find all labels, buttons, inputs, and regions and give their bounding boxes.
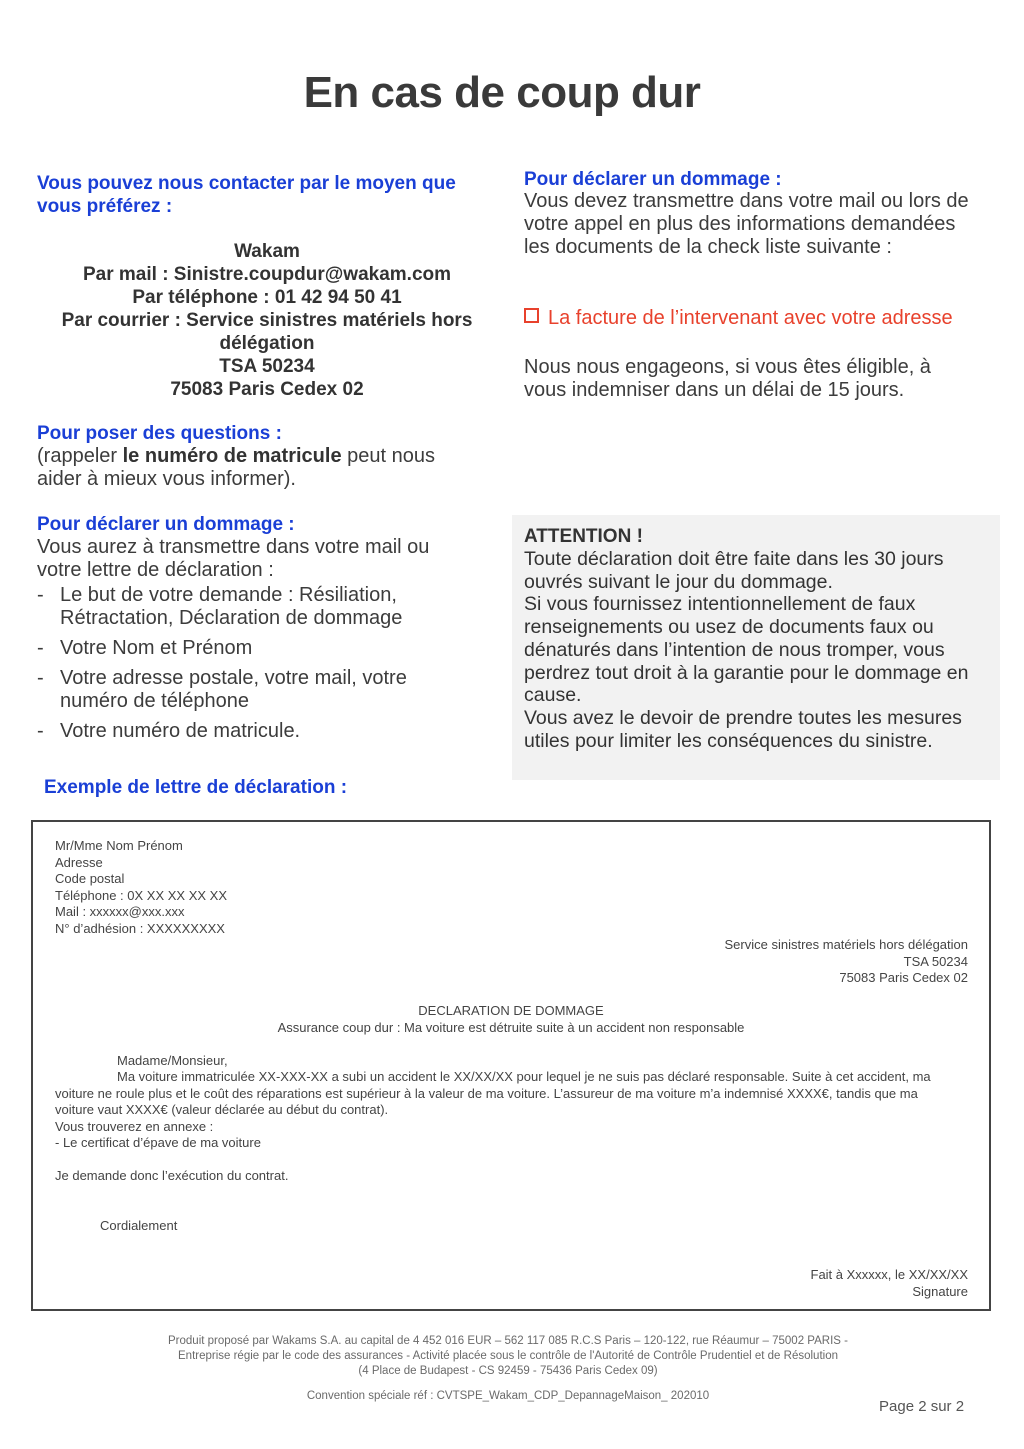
sender-membership: N° d’adhésion : XXXXXXXXX — [55, 920, 225, 936]
list-item — [37, 720, 477, 743]
letter-recipient — [500, 937, 968, 987]
subject-detail: Assurance coup dur : Ma voiture est détruite suite à un accident non responsable — [277, 1019, 745, 1035]
questions-pre: (rappeler — [37, 445, 123, 467]
questions-bold: le numéro de matricule — [122, 445, 342, 467]
declare-list — [37, 584, 477, 750]
sender-name: Mr/Mme Nom Prénom — [55, 838, 183, 853]
contact-phone: Par téléphone : 01 42 94 50 41 — [132, 287, 402, 308]
letter-subject — [31, 1003, 991, 1036]
list-item-text: Votre numéro de matricule. — [60, 720, 301, 742]
list-item — [37, 667, 477, 713]
questions-text — [37, 445, 477, 491]
questions-post: peut nous aider à mieux vous informer). — [37, 445, 435, 490]
recipient-service: Service sinistres matériels hors délégation — [724, 937, 968, 952]
contact-heading: Vous pouvez nous contacter par le moyen que vous préférez : — [37, 173, 456, 217]
contact-city: 75083 Paris Cedex 02 — [170, 379, 364, 400]
list-item-text: Votre Nom et Prénom — [60, 637, 253, 659]
footer-line: Produit proposé par Wakams S.A. au capital de 4 452 016 EUR – 562 117 085 R.C.S Paris – 120-122, rue Réaumur – 75002 PARIS - — [168, 1335, 848, 1347]
sender-postcode: Code postal — [55, 871, 125, 886]
letter-body-paragraph: Ma voiture immatriculée XX-XXX-XX a subi un accident le XX/XX/XX pour lequel je ne suis pas déclaré responsable. Suite à cet accident, ma voiture ne roule plus et le coût des réparations est supérieur à la valeur de ma voiture. L’assureur de ma voiture m’a indemnisé XXXX€, tandis que ma voiture vaut XXXX€ (valeur déclarée au début du contrat). — [55, 1069, 931, 1117]
recipient-city: 75083 Paris Cedex 02 — [839, 970, 968, 985]
contact-company: Wakam — [234, 241, 300, 262]
engagement-text: Nous nous engageons, si vous êtes éligible, à vous indemniser dans un délai de 15 jours. — [524, 356, 931, 401]
list-item-text: Le but de votre demande : Résiliation, Rétractation, Déclaration de dommage — [60, 584, 403, 629]
declare-right-text: Vous devez transmettre dans votre mail ou lors de votre appel en plus des informations demandées les documents de la check liste suivante : — [524, 190, 969, 258]
declare-heading-left: Pour déclarer un dommage : — [37, 514, 295, 535]
attention-paragraph: Si vous fournissez intentionnellement de faux renseignements ou usez de documents faux ou dénaturés dans l’intention de nous tromper, vous perdrez tout droit à la garantie pour le dommage en cause. — [524, 593, 969, 707]
attention-paragraph: Toute déclaration doit être faite dans les 30 jours ouvrés suivant le jour du dommage. — [524, 548, 944, 593]
list-item-text: Votre adresse postale, votre mail, votre numéro de téléphone — [60, 667, 407, 712]
list-item — [37, 584, 477, 630]
declare-heading-right: Pour déclarer un dommage : — [524, 169, 782, 190]
subject-title: DECLARATION DE DOMMAGE — [418, 1003, 604, 1018]
attention-text — [524, 548, 992, 752]
letter-closing: Cordialement — [100, 1218, 178, 1233]
contact-email: Par mail : Sinistre.coupdur@wakam.com — [82, 264, 452, 285]
footer-line: Entreprise régie par le code des assurances - Activité placée sous le contrôle de l'Autorité de Contrôle Prudentiel et de Résolution — [178, 1349, 838, 1362]
place-date: Fait à Xxxxxx, le XX/XX/XX — [810, 1267, 968, 1282]
dash-bullet: - — [37, 584, 44, 606]
contact-mail-service: Par courrier : Service sinistres matériels hors délégation — [61, 310, 473, 354]
sender-mail: Mail : xxxxxx@xxx.xxx — [55, 904, 185, 919]
checkbox-icon — [524, 308, 539, 323]
letter-sender — [55, 838, 455, 937]
signature: Signature — [912, 1283, 968, 1299]
list-item — [37, 637, 477, 660]
legal-footer — [0, 1334, 1016, 1378]
attention-paragraph: Vous avez le devoir de prendre toutes les mesures utiles pour limiter les conséquences du sinistre. — [524, 706, 962, 752]
recipient-tsa: TSA 50234 — [903, 953, 968, 969]
dash-bullet: - — [37, 720, 44, 742]
dash-bullet: - — [37, 637, 44, 659]
annex-item: - Le certificat d’épave de ma voiture — [55, 1135, 261, 1150]
dash-bullet: - — [37, 667, 44, 689]
attention-title: ATTENTION ! — [524, 526, 643, 547]
sender-phone: Téléphone : 0X XX XX XX XX — [55, 887, 227, 903]
example-heading: Exemple de lettre de déclaration : — [44, 777, 348, 798]
page-number: Page 2 sur 2 — [879, 1398, 965, 1415]
letter-demand: Je demande donc l’exécution du contrat. — [55, 1168, 289, 1183]
annex-intro: Vous trouverez en annexe : — [55, 1118, 214, 1134]
page-title: En cas de coup dur — [303, 68, 701, 117]
letter-salutation: Madame/Monsieur, — [117, 1053, 228, 1068]
contact-tsa: TSA 50234 — [219, 356, 315, 377]
declare-intro: Vous aurez à transmettre dans votre mail ou votre lettre de déclaration : — [37, 536, 430, 581]
contact-block — [37, 240, 497, 401]
letter-signoff — [600, 1267, 968, 1300]
checklist-item-text: La facture de l’intervenant avec votre adresse — [548, 307, 953, 329]
sender-address: Adresse — [55, 854, 103, 870]
checklist-item — [524, 307, 994, 330]
footer-line: (4 Place de Budapest - CS 92459 - 75436 Paris Cedex 09) — [358, 1364, 658, 1377]
convention-reference: Convention spéciale réf : CVTSPE_Wakam_CDP_DepannageMaison_ 202010 — [306, 1390, 710, 1402]
questions-heading: Pour poser des questions : — [37, 423, 282, 444]
letter-body — [55, 1069, 960, 1152]
